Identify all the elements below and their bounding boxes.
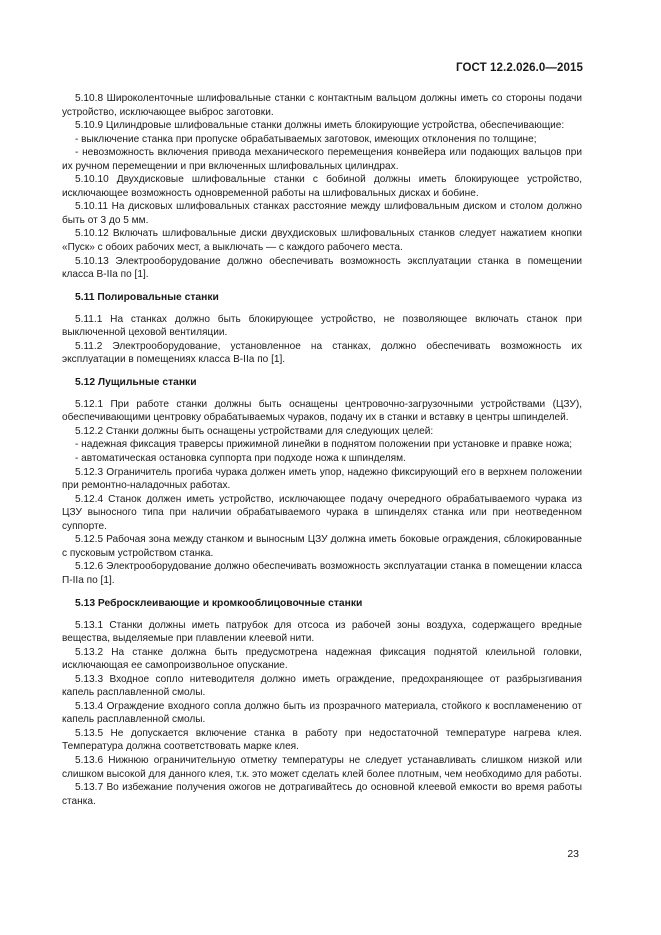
- list-item: - надежная фиксация траверсы прижимной линейки в поднятом положении при установке и правке ножа;: [75, 439, 573, 451]
- paragraph: 5.13.2 На станке должна быть предусмотрена надежная фиксация поднятой клеильной головки, исключающая ее самопроизвольное опускание.: [62, 646, 582, 672]
- paragraph: 5.13.1 Станки должны иметь патрубок для отсоса из рабочей зоны воздуха, содержащего вредные вещества, выделяемые при плавлении клеевой нити.: [62, 619, 582, 645]
- section-heading: 5.13 Ребросклеивающие и кромкооблицовочные станки: [75, 597, 363, 609]
- paragraph: 5.13.7 Во избежание получения ожогов не дотрагивайтесь до основной клеевой емкости во время работы станка.: [62, 782, 582, 807]
- paragraph: 5.12.6 Электрооборудование должно обеспечивать возможность эксплуатации станка в помещении класса П-IIа по [1].: [62, 561, 582, 586]
- paragraph: 5.13.3 Входное сопло нитеводителя должно иметь ограждение, предохраняющее от разбрызгивания капель расплавленной смолы.: [62, 673, 582, 699]
- paragraph: 5.12.2 Станки должны быть оснащены устройствами для следующих целей:: [75, 425, 434, 437]
- paragraph: 5.10.9 Цилиндровые шлифовальные станки должны иметь блокирующие устройства, обеспечивающие:: [75, 120, 565, 132]
- paragraph: 5.12.3 Ограничитель прогиба чурака должен иметь упор, надежно фиксирующий его в верхнем положении при ремонтно-наладочных работах.: [62, 466, 582, 492]
- section-heading: 5.11 Полировальные станки: [75, 291, 219, 303]
- paragraph: 5.12.4 Станок должен иметь устройство, исключающее подачу очередного обрабатываемого чурака из ЦЗУ выносного типа при наличии обрабатываемого чурака в шпинделях станка или при неотведенном суппорте.: [62, 493, 582, 532]
- paragraph: 5.13.4 Ограждение входного сопла должно быть из прозрачного материала, стойкого к воспламенению от капель расплавленной смолы.: [62, 700, 582, 726]
- list-item: - выключение станка при пропуске обрабатываемых заготовок, имеющих отклонения по толщине;: [75, 133, 537, 145]
- page-number: 23: [567, 848, 579, 860]
- paragraph: 5.11.1 На станках должно быть блокирующее устройство, не позволяющее включать станок при выключенной цеховой вентиляции.: [62, 313, 582, 339]
- paragraph: 5.10.10 Двухдисковые шлифовальные станки с бобиной должны иметь блокирующее устройство, исключающее возможность одновременной работы на шлифовальных дисках и бобине.: [62, 174, 582, 199]
- paragraph: 5.10.8 Широколенточные шлифовальные станки с контактным вальцом должны иметь со стороны подачи устройство, исключающее выброс заготовки.: [62, 93, 582, 118]
- paragraph: 5.10.12 Включать шлифовальные диски двухдисковых шлифовальных станков следует нажатием кнопки «Пуск» с обоих рабочих мест, а выключать — с каждого рабочего места.: [62, 228, 582, 254]
- paragraph: 5.10.13 Электрооборудование должно обеспечивать возможность эксплуатации станка в помещении класса В-IIа по [1].: [62, 255, 582, 281]
- paragraph: 5.11.2 Электрооборудование, установленное на станках, должно обеспечивать возможность их эксплуатации в помещениях класса В-IIа по [1].: [62, 340, 582, 366]
- document-body: [62, 92, 582, 808]
- standard-header: ГОСТ 12.2.026.0—2015: [456, 62, 583, 74]
- list-item: - невозможность включения привода механического перемещения конвейера или подающих вальцов при их ручном перемещении и при включенных шлифовальных цилиндрах.: [62, 147, 582, 172]
- paragraph: 5.13.6 Нижнюю ограничительную отметку температуры не следует устанавливать слишком низкой или слишком высокой для данного клея, т.к. это может сделать клей более плотным, чем необходимо для работы.: [62, 754, 582, 780]
- paragraph: 5.12.1 При работе станки должны быть оснащены центровочно-загрузочными устройствами (ЦЗУ), обеспечивающими центровку обрабатываемых чураков, подачу их в станки и вставку в центры шпинделей.: [62, 398, 582, 424]
- list-item: - автоматическая остановка суппорта при подходе ножа к шпинделям.: [75, 453, 406, 465]
- paragraph: 5.13.5 Не допускается включение станка в работу при недостаточной температуре нагрева клея. Температура должна соответствовать марке клея.: [62, 727, 582, 753]
- section-heading: 5.12 Лущильные станки: [75, 376, 197, 388]
- paragraph: 5.10.11 На дисковых шлифовальных станках расстояние между шлифовальным диском и столом должно быть от 3 до 5 мм.: [62, 201, 582, 226]
- paragraph: 5.12.5 Рабочая зона между станком и выносным ЦЗУ должна иметь боковые ограждения, сблокированные с пусковым устройством станка.: [62, 534, 582, 559]
